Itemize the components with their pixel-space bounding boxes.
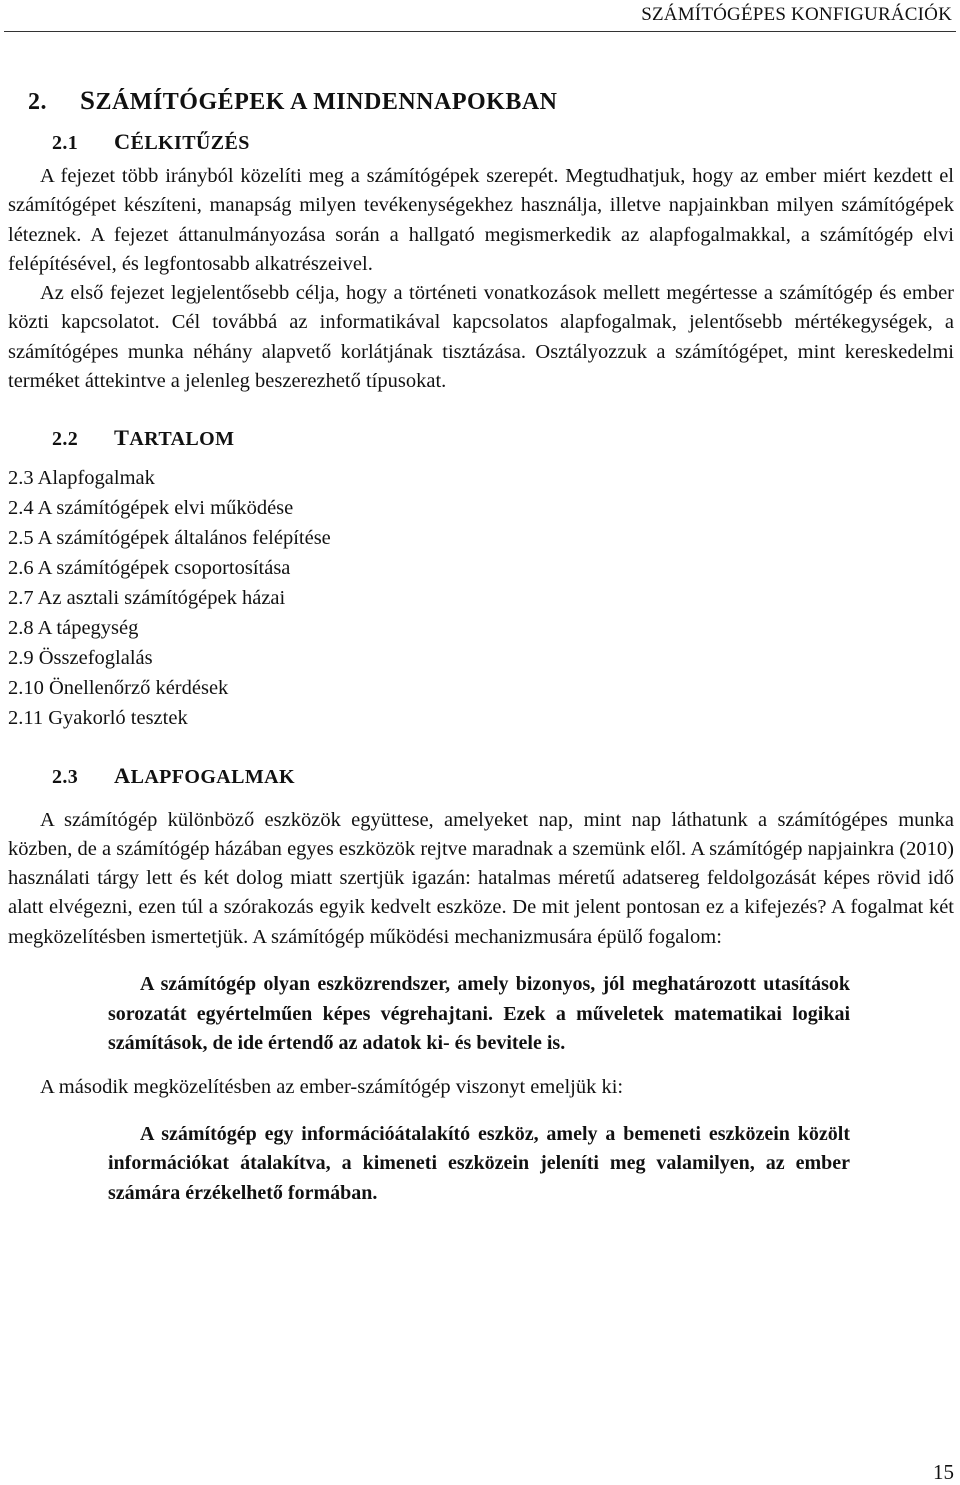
toc-item: 2.4 A számítógépek elvi működése [8, 497, 294, 520]
page-number: 15 [933, 1460, 954, 1484]
toc-item: 2.9 Összefoglalás [8, 646, 153, 669]
header-rule [4, 31, 956, 32]
goal-paragraph-2: Az első fejezet legjelentősebb célja, hogy a történeti vonatkozások mellett megértesse a számítógép és ember közti kapcsolatot. Cél továbbá az informatikával kapcsolatos alapfogalmak, jelentősebb mértékegységek, a számítógépes munka néhány alapvető korlátjának tisztázása. Osztályozzuk a számítógépet, mint kereskedelmi terméket áttekintve a jelenleg beszerezhető típusokat. [8, 282, 954, 393]
section-title-initial: T [114, 425, 130, 451]
chapter-heading [28, 78, 954, 122]
page-body [8, 78, 954, 1208]
section-title-initial: C [114, 129, 131, 154]
table-of-contents [8, 464, 954, 733]
section-number: 2.2 [52, 428, 79, 451]
running-header: SZÁMÍTÓGÉPES KONFIGURÁCIÓK [641, 4, 952, 25]
chapter-number: 2. [28, 89, 47, 115]
section-title-rest: LAPFOGALMAK [130, 765, 295, 788]
section-heading-goal [52, 122, 954, 162]
toc-item: 2.5 A számítógépek általános felépítése [8, 527, 331, 550]
definition-1: A számítógép olyan eszközrendszer, amely bizonyos, jól meghatározott utasítások sorozatát egyértelműen képes végrehajtani. Ezek a műveletek matematikai logikai számítások, de ide értendő az adatok ki- és bevitele is. [108, 973, 850, 1055]
toc-item: 2.8 A tápegység [8, 616, 139, 639]
section-title-rest: ÉLKITŰZÉS [130, 132, 250, 154]
toc-item: 2.3 Alapfogalmak [8, 467, 155, 490]
basics-paragraph-1: A számítógép különböző eszközök együttese, amelyeket nap, mint nap láthatunk a számítógépes munka közben, de a számítógép házában egyes eszközök rejtve maradnak a szemünk elől. A számítógép napjainkra (2010) használati tárgy lett és két dolog miatt szertjük igazán: hatalmas méretű adatsereg feldolgozását képes rövid idő alatt elvégezni, ezen túl a szórakozás egyik kedvelt eszköze. De mit jelent pontosan ez a kifejezés? A fogalmat két megközelítésben ismertetjük. A számítógép működési mechanizmusára épülő fogalom: [8, 808, 954, 948]
basics-paragraph-2: A második megközelítésben az ember-számítógép viszonyt emeljük ki: [40, 1075, 624, 1098]
definition-2: A számítógép egy információátalakító eszköz, amely a bemeneti eszközein közölt információkat átalakítva, a kimeneti eszközein jeleníti meg valamilyen, az ember számára érzékelhető formában. [108, 1122, 850, 1204]
section-heading-contents [52, 418, 954, 458]
section-title-initial: A [114, 762, 131, 788]
toc-item: 2.10 Önellenőrző kérdések [8, 676, 229, 699]
goal-paragraph-1: A fejezet több irányból közelíti meg a számítógépek szerepét. Megtudhatjuk, hogy az ember miért kezdett el számítógépet készíteni, manapság milyen tevékenységekhez használja, illetve napjainkban milyen számítógépek léteznek. A fejezet áttanulmányozása során a hallgató megismerkedik az alapfogalmakkal, a számítógép elvi felépítésével, és legfontosabb alkatrészeivel. [8, 165, 954, 275]
section-heading-basics [52, 756, 954, 796]
chapter-title-rest: ZÁMÍTÓGÉPEK A MINDENNAPOKBAN [95, 89, 558, 115]
section-number: 2.3 [52, 765, 79, 788]
chapter-title-initial: S [80, 85, 96, 115]
toc-item: 2.6 A számítógépek csoportosítása [8, 557, 291, 580]
toc-item: 2.7 Az asztali számítógépek házai [8, 587, 286, 609]
section-number: 2.1 [52, 132, 79, 154]
section-title-rest: ARTALOM [129, 428, 235, 451]
toc-item: 2.11 Gyakorló tesztek [8, 706, 188, 729]
